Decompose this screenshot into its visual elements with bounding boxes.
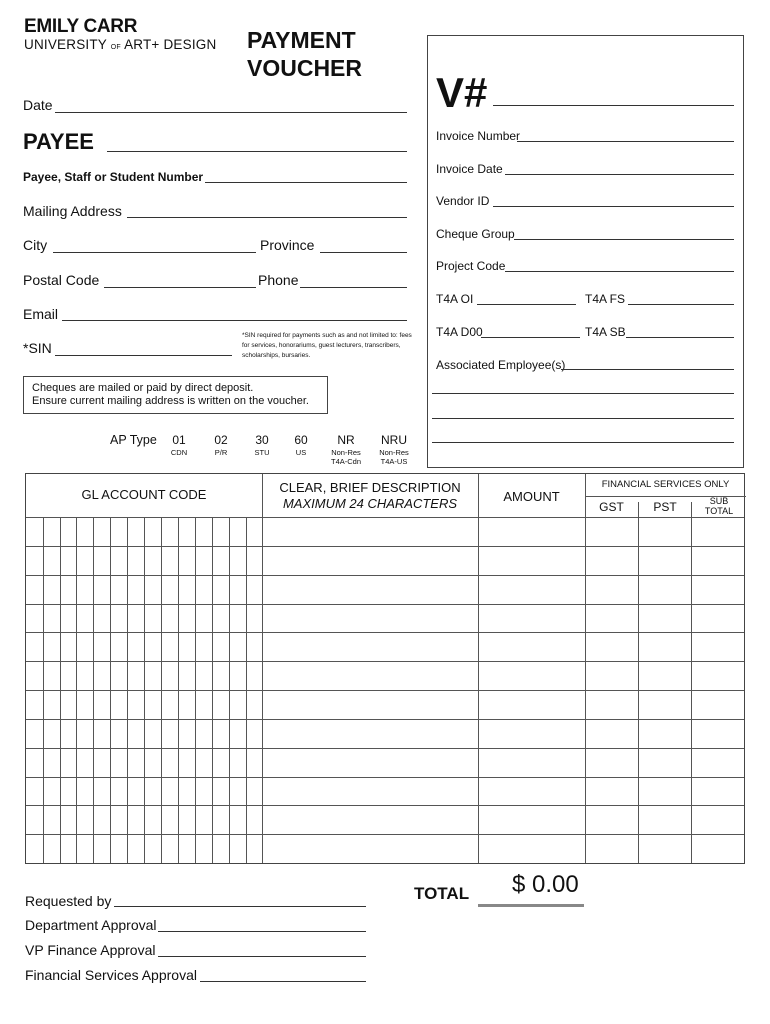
table-row-line	[26, 661, 744, 662]
payee-number-field[interactable]	[205, 182, 407, 183]
ap-type-code[interactable]: 30	[255, 433, 269, 447]
logo-subtitle: UNIVERSITY OF ART+ DESIGN	[24, 37, 217, 52]
title-line2: VOUCHER	[247, 55, 363, 81]
sin-field[interactable]	[55, 355, 232, 356]
financial-services-header: FINANCIAL SERVICES ONLY	[601, 479, 730, 490]
mailing-address-field[interactable]	[127, 217, 407, 218]
payee-label: PAYEE	[23, 129, 94, 154]
cheque-group-label: Cheque Group	[436, 227, 515, 241]
cheque-notice	[23, 376, 328, 414]
description-subheader: MAXIMUM 24 CHARACTERS	[282, 496, 458, 511]
t4a-sb-field[interactable]	[626, 337, 734, 338]
table-row-line	[26, 632, 744, 633]
date-label: Date	[23, 97, 53, 113]
ap-type-code[interactable]: NRU	[381, 433, 407, 447]
t4a-d00-field[interactable]	[481, 337, 580, 338]
total-underline	[478, 904, 584, 907]
sin-label: *SIN	[23, 340, 52, 356]
gl-account-code-header: GL ACCOUNT CODE	[81, 487, 207, 502]
vp-finance-approval-label: VP Finance Approval	[25, 942, 156, 958]
gl-table	[25, 473, 745, 864]
associated-employees-line-2[interactable]	[432, 393, 734, 394]
header-divider	[26, 517, 744, 518]
email-label: Email	[23, 306, 59, 322]
postal-code-label: Postal Code	[23, 272, 100, 288]
requested-by-label: Requested by	[25, 893, 112, 909]
associated-employees-label: Associated Employee(s)	[436, 358, 566, 372]
invoice-date-field[interactable]	[505, 174, 734, 175]
pst-header: PST	[653, 500, 677, 514]
city-field[interactable]	[53, 252, 256, 253]
logo-name: EMILY CARR	[24, 16, 138, 37]
t4a-sb-label: T4A SB	[585, 325, 626, 339]
payee-field[interactable]	[107, 151, 407, 152]
table-row-line	[26, 690, 744, 691]
title-line1: PAYMENT	[247, 27, 356, 53]
table-row-line	[26, 748, 744, 749]
city-label: City	[23, 237, 48, 253]
table-row-line	[26, 604, 744, 605]
date-field[interactable]	[55, 112, 407, 113]
total-value: $ 0.00	[512, 871, 579, 898]
ap-type-subtext: Non-Res T4A-US	[379, 448, 409, 466]
payee-number-label: Payee, Staff or Student Number	[23, 170, 204, 184]
phone-field[interactable]	[300, 287, 407, 288]
t4a-d00-label: T4A D00	[436, 325, 483, 339]
email-field[interactable]	[62, 320, 407, 321]
ap-type-subtext: STU	[254, 448, 270, 457]
amount-header: AMOUNT	[503, 489, 560, 504]
t4a-fs-field[interactable]	[628, 304, 734, 305]
t4a-fs-label: T4A FS	[585, 292, 626, 306]
ap-type-subtext: Non-Res T4A-Cdn	[330, 448, 361, 466]
mailing-address-label: Mailing Address	[23, 203, 122, 219]
department-approval-field[interactable]	[158, 931, 366, 932]
project-code-field[interactable]	[505, 271, 734, 272]
vendor-id-label: Vendor ID	[436, 194, 490, 208]
voucher-number-label: V#	[436, 69, 488, 116]
associated-employees-field[interactable]	[561, 369, 734, 370]
column-divider	[638, 502, 639, 863]
table-row-line	[26, 719, 744, 720]
ap-type-label: AP Type	[110, 433, 157, 447]
sin-note: *SIN required for payments such as and not limited to: fees for services, honorariums, guest lecturers, transcribers, scholarships, bursaries.	[242, 332, 412, 359]
invoice-number-field[interactable]	[517, 141, 734, 142]
ap-type-code[interactable]: 02	[214, 433, 228, 447]
ap-type-subtext: CDN	[170, 448, 188, 457]
project-code-label: Project Code	[436, 259, 506, 273]
ap-type-code[interactable]: NR	[337, 433, 355, 447]
financial-services-approval-field[interactable]	[200, 981, 366, 982]
cheque-group-field[interactable]	[514, 239, 734, 240]
t4a-oi-label: T4A OI	[436, 292, 474, 306]
ap-type-subtext: P/R	[214, 448, 228, 457]
associated-employees-line-4[interactable]	[432, 442, 734, 443]
table-row-line	[26, 834, 744, 835]
associated-employees-line-3[interactable]	[432, 418, 734, 419]
table-row-line	[26, 575, 744, 576]
invoice-number-label: Invoice Number	[436, 129, 521, 143]
phone-label: Phone	[258, 272, 299, 288]
description-header: CLEAR, BRIEF DESCRIPTION	[279, 480, 461, 495]
table-row-line	[26, 777, 744, 778]
ap-type-code[interactable]: 60	[294, 433, 308, 447]
vendor-id-field[interactable]	[493, 206, 734, 207]
invoice-date-label: Invoice Date	[436, 162, 503, 176]
vp-finance-approval-field[interactable]	[158, 956, 366, 957]
financial-services-approval-label: Financial Services Approval	[25, 967, 197, 983]
gst-header: GST	[599, 500, 624, 514]
requested-by-field[interactable]	[114, 906, 366, 907]
sub-total-header: SUB TOTAL	[704, 496, 734, 516]
total-label: TOTAL	[414, 884, 470, 903]
province-field[interactable]	[320, 252, 407, 253]
table-row-line	[26, 805, 744, 806]
table-row-line	[26, 546, 744, 547]
cheque-notice-line2: Ensure current mailing address is written on the voucher.	[32, 395, 309, 407]
cheque-notice-line1: Cheques are mailed or paid by direct deposit.	[32, 382, 254, 394]
voucher-number-field[interactable]	[493, 105, 734, 106]
postal-code-field[interactable]	[104, 287, 256, 288]
ap-type-subtext: US	[295, 448, 307, 457]
department-approval-label: Department Approval	[25, 917, 157, 933]
column-divider	[691, 502, 692, 863]
province-label: Province	[260, 237, 315, 253]
ap-type-code[interactable]: 01	[172, 433, 186, 447]
t4a-oi-field[interactable]	[477, 304, 576, 305]
